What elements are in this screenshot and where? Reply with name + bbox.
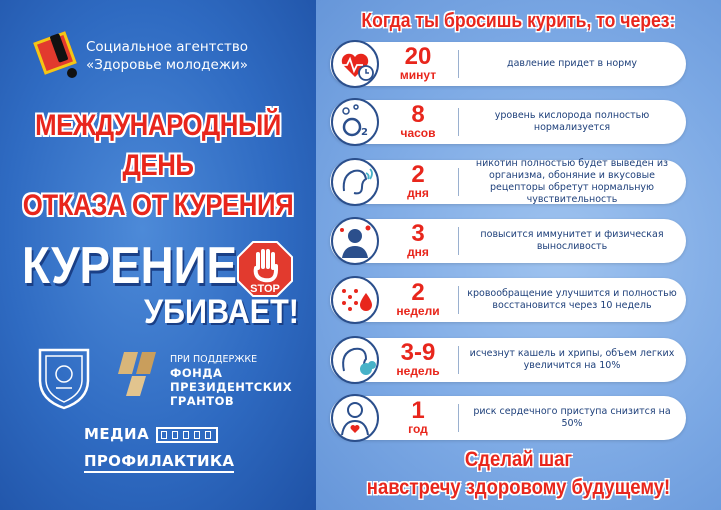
timeline-item — [330, 278, 686, 322]
immunity-person-icon — [330, 216, 380, 266]
timeline-item — [330, 100, 686, 144]
grant-line3: ГРАНТОВ — [170, 394, 235, 408]
timeline-item — [330, 396, 686, 440]
svg-text:2: 2 — [361, 127, 368, 138]
blood-cells-icon — [330, 275, 380, 325]
agency-line2: «Здоровье молодежи» — [86, 57, 249, 73]
smell-face-icon — [330, 157, 380, 207]
timeline-unit: дня — [407, 186, 429, 200]
timeline-num: 8 — [411, 101, 425, 128]
timeline-text: риск сердечного приступа снизится на 50% — [473, 406, 671, 429]
grant-support-label: ПРИ ПОДДЕРЖКЕ — [170, 354, 258, 365]
timeline-unit: минут — [399, 68, 437, 82]
timeline-unit: недели — [396, 304, 440, 318]
timeline-text: исчезнут кашель и хрипы, объем легких увеличится на 10% — [469, 348, 675, 371]
timeline-num: 1 — [411, 397, 425, 424]
bottom-slogan — [316, 446, 721, 502]
timeline-num: 2 — [411, 279, 425, 306]
timeline-item — [330, 42, 686, 86]
slogan-line2: навстречу здоровому будущему! — [366, 476, 671, 499]
timeline-unit: дня — [407, 245, 429, 259]
prophylaxis-label: ПРОФИЛАКТИКА — [84, 452, 234, 473]
timeline-unit: недель — [396, 364, 440, 378]
region-emblem-icon — [34, 346, 94, 410]
timeline-text: никотин полностью будет выведен из организма, обоняние и вкусовые рецепторы обретут нормальную чувствительность — [475, 158, 669, 205]
slogan-smoking: КУРЕНИЕ — [22, 237, 238, 295]
timeline-title-text: Когда ты бросишь курить, то через: — [361, 10, 676, 32]
timeline-num: 2 — [411, 161, 425, 188]
slogan-line1: Сделай шаг — [464, 448, 573, 471]
timeline-unit: часов — [400, 126, 436, 140]
timeline-unit: год — [408, 422, 428, 436]
timeline-item — [330, 219, 686, 263]
timeline-item — [330, 338, 686, 382]
timeline-text: повысится иммунитет и физическая выносливость — [480, 229, 664, 252]
title-line3: ОТКАЗА ОТ КУРЕНИЯ — [22, 189, 294, 222]
timeline-num: 3-9 — [400, 339, 436, 366]
timeline-text: кровообращение улучшится и полностью восстановится через 10 недель — [467, 288, 677, 311]
timeline-text: уровень кислорода полностью нормализуется — [494, 110, 650, 133]
slogan-kills: УБИВАЕТ! — [144, 293, 299, 331]
stop-hand-icon — [236, 240, 294, 298]
oxygen-bubbles-icon — [330, 97, 380, 147]
title-line2: ДЕНЬ — [122, 149, 194, 182]
agency-line1: Социальное агентство — [86, 39, 249, 55]
right-panel — [316, 0, 721, 510]
grant-fund-name — [170, 366, 292, 408]
agency-name — [86, 38, 248, 74]
grant-line1: ФОНДА — [170, 366, 223, 380]
grant-fund-logo-icon — [118, 348, 162, 398]
heart-pulse-clock-icon — [330, 39, 380, 89]
media-label: МЕДИА — [84, 425, 150, 443]
timeline-title — [316, 10, 721, 33]
cough-face-icon — [330, 335, 380, 385]
timeline-num: 20 — [404, 43, 432, 70]
grant-line2: ПРЕЗИДЕНТСКИХ — [170, 380, 293, 394]
left-panel — [0, 0, 316, 510]
main-title — [0, 106, 316, 226]
title-line1: МЕЖДУНАРОДНЫЙ — [35, 109, 281, 142]
agency-logo-icon — [34, 30, 80, 78]
timeline-item — [330, 160, 686, 204]
stop-sign-text: STOP — [250, 283, 280, 295]
timeline-text: давление придет в норму — [507, 58, 637, 69]
heart-person-icon — [330, 393, 380, 443]
timeline-num: 3 — [411, 220, 425, 247]
film-strip-icon — [156, 427, 218, 443]
